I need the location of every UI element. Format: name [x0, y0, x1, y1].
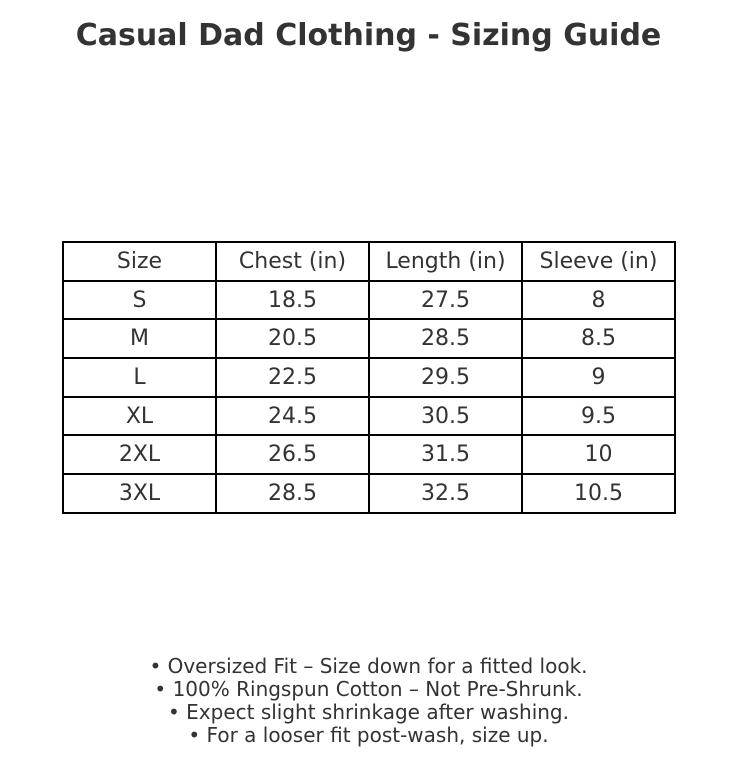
table-cell: 18.5: [216, 281, 369, 320]
table-cell: 24.5: [216, 397, 369, 436]
table-row: [63, 319, 675, 358]
header-cell: Sleeve (in): [522, 242, 675, 281]
table-cell: 27.5: [369, 281, 522, 320]
table-cell: 30.5: [369, 397, 522, 436]
table-cell: 28.5: [369, 319, 522, 358]
table-cell: L: [63, 358, 216, 397]
table-cell: 8: [522, 281, 675, 320]
table-cell: S: [63, 281, 216, 320]
table-cell: 10: [522, 435, 675, 474]
table-cell: 9: [522, 358, 675, 397]
table-row: [63, 281, 675, 320]
table-row: [63, 474, 675, 513]
note-item: • Oversized Fit – Size down for a fitted look.: [149, 654, 588, 678]
notes: [0, 655, 737, 747]
table-cell: 2XL: [63, 435, 216, 474]
table-cell: 29.5: [369, 358, 522, 397]
table-cell: M: [63, 319, 216, 358]
table-cell: 28.5: [216, 474, 369, 513]
table-cell: XL: [63, 397, 216, 436]
note-item: • 100% Ringspun Cotton – Not Pre-Shrunk.: [154, 677, 583, 701]
table-row: [63, 397, 675, 436]
table-row: [63, 358, 675, 397]
note-item: • Expect slight shrinkage after washing.: [168, 700, 569, 724]
header-cell: Length (in): [369, 242, 522, 281]
table-row: [63, 435, 675, 474]
table-cell: 22.5: [216, 358, 369, 397]
table-cell: 26.5: [216, 435, 369, 474]
page-title: Casual Dad Clothing - Sizing Guide: [75, 18, 662, 53]
table-cell: 10.5: [522, 474, 675, 513]
table-cell: 8.5: [522, 319, 675, 358]
table-cell: 31.5: [369, 435, 522, 474]
table-cell: 20.5: [216, 319, 369, 358]
header-cell: Chest (in): [216, 242, 369, 281]
note-item: • For a looser fit post-wash, size up.: [188, 723, 549, 747]
table-cell: 3XL: [63, 474, 216, 513]
sizing-table: [62, 241, 676, 514]
table-cell: 32.5: [369, 474, 522, 513]
header-cell: Size: [63, 242, 216, 281]
table-header-row: [63, 242, 675, 281]
table-cell: 9.5: [522, 397, 675, 436]
